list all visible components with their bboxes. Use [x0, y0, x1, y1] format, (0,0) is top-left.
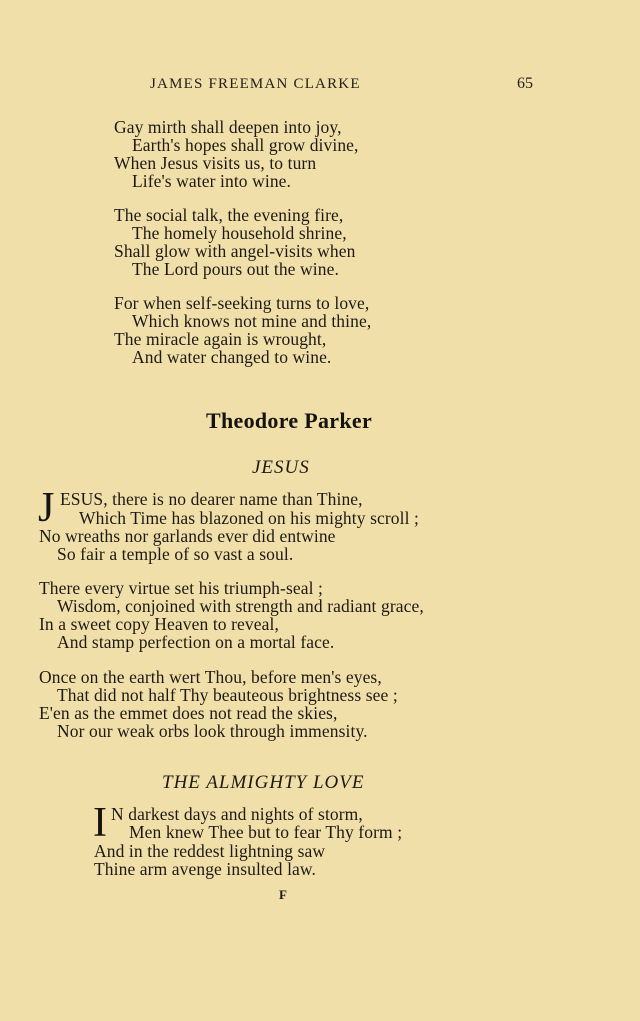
- poem-title: THE ALMIGHTY LOVE: [162, 772, 365, 793]
- poem-line: And stamp perfection on a mortal face.: [57, 632, 335, 652]
- signature-mark: F: [279, 887, 288, 902]
- poem-line: And in the reddest lightning saw: [94, 841, 326, 861]
- poem-title: JESUS: [252, 457, 310, 478]
- poem-line: The homely household shrine,: [132, 223, 347, 243]
- poem-line: Earth's hopes shall grow divine,: [132, 135, 359, 155]
- running-title: JAMES FREEMAN CLARKE: [150, 76, 361, 92]
- drop-cap: I: [93, 800, 107, 846]
- poem-line: Once on the earth wert Thou, before men's eyes,: [39, 667, 382, 687]
- poem-line: Shall glow with angel-visits when: [114, 241, 356, 261]
- drop-cap: J: [38, 485, 55, 531]
- poem-line: Which Time has blazoned on his mighty scroll ;: [79, 508, 419, 528]
- poem-line: E'en as the emmet does not read the skies,: [39, 703, 338, 723]
- poem-line: The miracle again is wrought,: [114, 329, 327, 349]
- poem-line: In a sweet copy Heaven to reveal,: [39, 614, 279, 634]
- poem-line: Life's water into wine.: [132, 171, 292, 191]
- poem-line: That did not half Thy beauteous brightness see ;: [57, 685, 398, 705]
- poem-line: Gay mirth shall deepen into joy,: [114, 117, 342, 137]
- poem-line: So fair a temple of so vast a soul.: [57, 544, 294, 564]
- poem-line: Men knew Thee but to fear Thy form ;: [129, 822, 403, 842]
- poem-line: No wreaths nor garlands ever did entwine: [39, 526, 336, 546]
- poem-line: When Jesus visits us, to turn: [114, 153, 317, 173]
- page-number: 65: [517, 75, 533, 92]
- poem-line: The Lord pours out the wine.: [132, 259, 339, 279]
- poem-line: And water changed to wine.: [132, 347, 332, 367]
- poem-line: Wisdom, conjoined with strength and radiant grace,: [57, 596, 424, 616]
- poem-line: Thine arm avenge insulted law.: [94, 859, 316, 879]
- poem-line: The social talk, the evening fire,: [114, 205, 344, 225]
- poem-line: N darkest days and nights of storm,: [111, 804, 363, 824]
- poem-line: For when self-seeking turns to love,: [114, 293, 370, 313]
- poem-line: Which knows not mine and thine,: [132, 311, 372, 331]
- poem-line: Nor our weak orbs look through immensity.: [57, 721, 368, 741]
- poem-line: ESUS, there is no dearer name than Thine,: [60, 489, 363, 509]
- poem-line: There every virtue set his triumph-seal ;: [39, 578, 324, 598]
- author-heading: Theodore Parker: [206, 408, 373, 433]
